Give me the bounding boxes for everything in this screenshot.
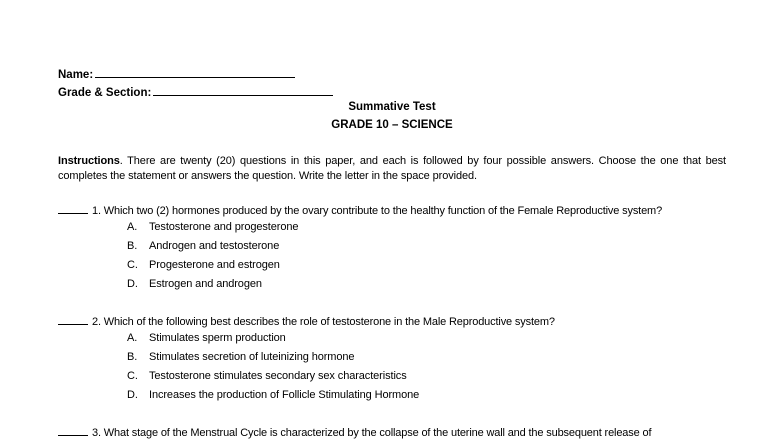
- question-2-choice-b: [127, 351, 354, 363]
- question-1-choice-c: [127, 259, 280, 271]
- question-2-choice-c: [127, 370, 407, 382]
- choice-text: Testosterone and progesterone: [149, 221, 299, 233]
- choice-letter: A.: [127, 221, 138, 233]
- choice-text: Androgen and testosterone: [149, 240, 280, 252]
- question-1-choice-a: [127, 221, 298, 233]
- choice-text: Progesterone and estrogen: [149, 259, 280, 271]
- name-label: Name:: [58, 69, 94, 81]
- choice-letter: B.: [127, 240, 138, 252]
- choice-letter: D.: [127, 278, 138, 290]
- choice-letter: A.: [127, 332, 138, 344]
- choice-text: Stimulates sperm production: [149, 332, 286, 344]
- answer-blank-1[interactable]: [58, 203, 88, 214]
- question-2: [58, 314, 555, 328]
- choice-text: Estrogen and androgen: [149, 278, 262, 290]
- subject-title: GRADE 10 – SCIENCE: [331, 119, 453, 131]
- question-2-choice-a: [127, 332, 286, 344]
- question-3-text: 3. What stage of the Menstrual Cycle is characterized by the collapse of the uterine wall and the subsequent release of: [92, 427, 652, 439]
- grade-section-label: Grade & Section:: [58, 87, 152, 99]
- answer-blank-3[interactable]: [58, 425, 88, 436]
- question-1: [58, 203, 662, 217]
- grade-section-field: [58, 84, 333, 99]
- name-field: [58, 66, 295, 81]
- instructions-text: . There are twenty (20) questions in this paper, and each is followed by four possible answers. Choose the one that best completes the statement or answers the question. Write the letter in the space provided.: [58, 155, 726, 182]
- question-2-text: 2. Which of the following best describes the role of testosterone in the Male Reproductive system?: [92, 316, 555, 328]
- question-1-choice-d: [127, 278, 262, 290]
- choice-text: Testosterone stimulates secondary sex characteristics: [149, 370, 407, 382]
- question-1-choice-b: [127, 240, 279, 252]
- instructions-label: Instructions: [58, 155, 120, 167]
- choice-letter: D.: [127, 389, 138, 401]
- grade-section-blank-line[interactable]: [153, 84, 333, 96]
- question-1-text: 1. Which two (2) hormones produced by the ovary contribute to the healthy function of the Female Reproductive system?: [92, 205, 663, 217]
- choice-text: Increases the production of Follicle Stimulating Hormone: [149, 389, 420, 401]
- name-blank-line[interactable]: [95, 66, 295, 78]
- instructions-paragraph: [58, 154, 726, 184]
- question-2-choice-d: [127, 389, 419, 401]
- choice-letter: C.: [127, 370, 138, 382]
- choice-letter: C.: [127, 259, 138, 271]
- question-3: [58, 425, 651, 439]
- choice-text: Stimulates secretion of luteinizing hormone: [149, 351, 355, 363]
- answer-blank-2[interactable]: [58, 314, 88, 325]
- choice-letter: B.: [127, 351, 138, 363]
- test-title: Summative Test: [348, 101, 436, 113]
